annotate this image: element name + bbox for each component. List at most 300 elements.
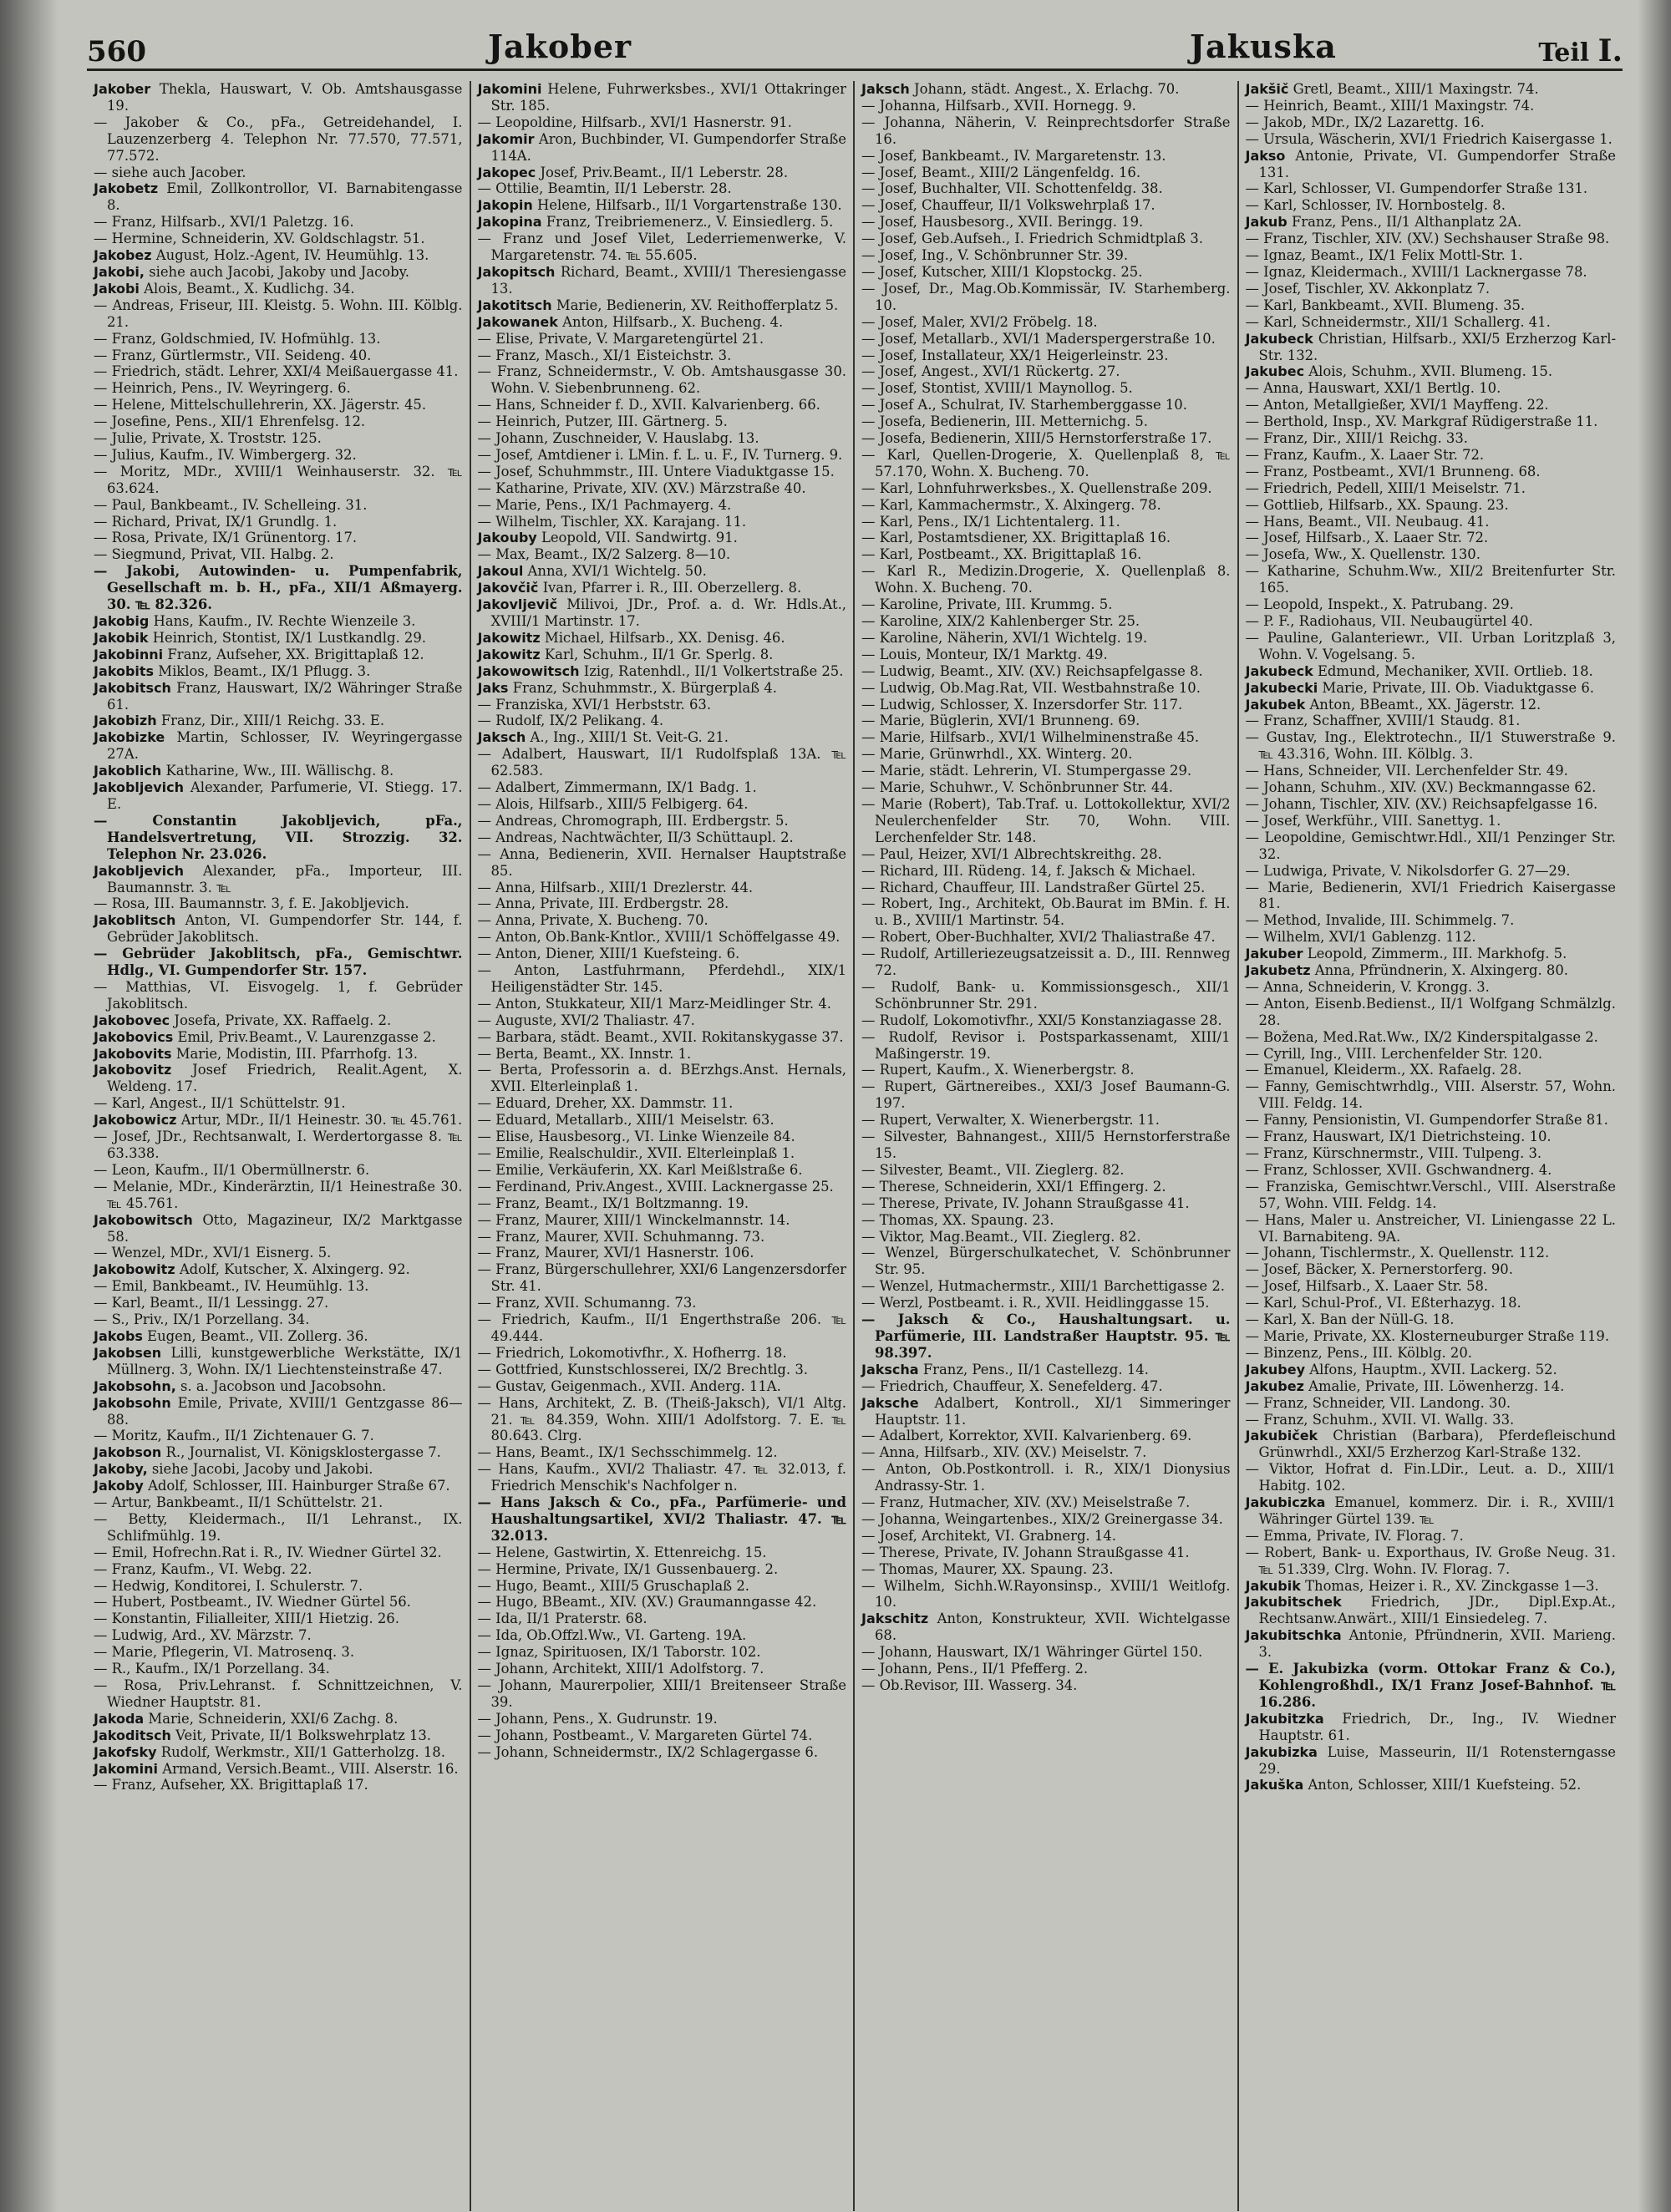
directory-entry: [1246, 363, 1617, 380]
directory-entry: [1246, 979, 1617, 996]
entry-text: — Thomas, XX. Spaung. 23.: [861, 1211, 1054, 1228]
directory-entry: [861, 929, 1231, 946]
entry-surname: Jakubiczka: [1245, 1494, 1326, 1511]
directory-entry: [861, 1112, 1231, 1129]
directory-entry: [1246, 297, 1617, 314]
directory-entry: [94, 680, 463, 713]
entry-text: Johann, städt. Angest., X. Erlachg. 70.: [914, 81, 1180, 97]
entry-text: — Ignaz, Spirituosen, IX/1 Taborstr. 102.: [477, 1644, 761, 1661]
entry-text: — Betty, Kleidermach., II/1 Lehranst., IX. Schlifmühlg. 19.: [94, 1510, 463, 1544]
directory-entry: [94, 1328, 463, 1345]
part-number: I.: [1597, 33, 1623, 68]
entry-text: — Anna, Private, III. Erdbergstr. 28.: [477, 895, 729, 912]
entry-surname: Jakoblitsch: [94, 912, 176, 929]
directory-entry: [478, 497, 847, 514]
directory-entry: [1246, 314, 1617, 331]
directory-entry: [478, 430, 847, 447]
directory-entry: [478, 1145, 847, 1162]
entry-text: — Hubert, Postbeamt., IV. Wiedner Gürtel 56.: [94, 1594, 411, 1611]
entry-text: — Therese, Private, IV. Johann Straußgasse 41.: [861, 1544, 1190, 1560]
entry-text: — Karl, Postbeamt., XX. Brigittaplaß 16.: [861, 546, 1142, 563]
entry-text: — Werzl, Postbeamt. i. R., XVII. Heidlinggasse 15.: [861, 1295, 1210, 1311]
entry-text: — Josef A., Schulrat, IV. Starhemberggasse 10.: [861, 397, 1187, 413]
directory-entry: [861, 247, 1231, 264]
entry-text: — Rudolf, Bank- u. Kommissionsgesch., XII/1 Schönbrunner Str. 291.: [861, 978, 1231, 1012]
directory-entry: [94, 1311, 463, 1328]
directory-entry: [1246, 546, 1617, 563]
entry-text: Thomas, Heizer i. R., XV. Zinckgasse 1—3.: [1305, 1577, 1599, 1594]
entry-surname: Jakubitzka: [1245, 1710, 1324, 1727]
directory-entry: [94, 1112, 463, 1129]
entry-text: Rudolf, Werkmstr., XII/1 Gatterholzg. 18.: [160, 1743, 445, 1760]
entry-text: Heinrich, Stontist, IX/1 Lustkandlg. 29.: [152, 629, 426, 646]
directory-entry: [861, 1195, 1231, 1212]
directory-entry: [478, 1179, 847, 1195]
directory-entry: [94, 1261, 463, 1278]
entry-text: — Marie, Schuhwr., V. Schönbrunner Str. 44.: [861, 779, 1173, 796]
entry-text: Leopold, Zimmerm., III. Markhofg. 5.: [1307, 946, 1567, 962]
directory-entry: [861, 264, 1231, 281]
directory-entry: [478, 131, 847, 165]
entry-text: — Viktor, Mag.Beamt., VII. Zieglerg. 82.: [861, 1228, 1141, 1245]
directory-entry: [94, 1029, 463, 1046]
entry-text: — Hermine, Schneiderin, XV. Goldschlagstr. 51.: [94, 231, 425, 247]
directory-entry: [94, 1012, 463, 1029]
entry-surname: Jakobs: [94, 1327, 143, 1344]
directory-entry: [1246, 1311, 1617, 1328]
directory-entry: [94, 1046, 463, 1063]
entry-text: — Eduard, Dreher, XX. Dammstr. 11.: [477, 1095, 734, 1112]
directory-entry: [1246, 131, 1617, 148]
entry-text: August, Holz.-Agent, IV. Heumühlg. 13.: [155, 247, 429, 264]
directory-entry: [478, 546, 847, 563]
entry-text: siehe auch Jacobi, Jakoby und Jacoby.: [149, 263, 409, 280]
directory-entry: [94, 1494, 463, 1511]
directory-entry: [1246, 1162, 1617, 1179]
directory-entry: [94, 1179, 463, 1212]
directory-entry: [478, 514, 847, 530]
directory-entry: [1246, 962, 1617, 979]
directory-entry: [1246, 813, 1617, 830]
directory-entry: [861, 1278, 1231, 1295]
entry-text: Milivoi, JDr., Prof. a. d. Wr. Hdls.At., XVIII/1 Martinstr. 17.: [490, 596, 846, 629]
entry-text: — Franziska, XVI/1 Herbststr. 63.: [477, 696, 712, 713]
entry-text: — Franz, Masch., XI/1 Eisteichstr. 3.: [477, 347, 732, 363]
directory-entry: [94, 763, 463, 779]
directory-entry: [861, 413, 1231, 430]
directory-entry: [861, 1511, 1231, 1528]
directory-entry: [94, 1777, 463, 1793]
directory-entry: [1246, 1029, 1617, 1046]
directory-entry: [94, 1578, 463, 1595]
directory-entry: [861, 1179, 1231, 1195]
entry-text: — Josef, Chauffeur, II/1 Volkswehrplaß 17.: [861, 197, 1155, 214]
directory-entry: [478, 1711, 847, 1727]
entry-text: Otto, Magazineur, IX/2 Marktgasse 58.: [107, 1211, 463, 1245]
directory-entry: [1246, 1261, 1617, 1278]
directory-entry: [478, 1378, 847, 1395]
directory-entry: [94, 912, 463, 946]
entry-surname: Jakobowicz: [94, 1112, 177, 1129]
entry-text: — Alois, Hilfsarb., XIII/5 Felbigerg. 64.: [477, 795, 749, 812]
entry-text: Christian (Barbara), Pferdefleischund Grünwrhdl., XXI/5 Erzherzog Karl-Straße 132.: [1258, 1428, 1616, 1461]
entry-text: — Johann, Tischlermstr., X. Quellenstr. 112.: [1245, 1245, 1550, 1261]
directory-entry: [478, 1195, 847, 1212]
directory-entry: [861, 1677, 1231, 1694]
directory-entry: [1246, 281, 1617, 297]
entry-text: — Franz, Tischler, XIV. (XV.) Sechshauser Straße 98.: [1245, 231, 1610, 247]
directory-entry: [478, 1362, 847, 1378]
entry-text: — Rudolf, Revisor i. Postsparkassenamt, XIII/1 Maßingerstr. 19.: [861, 1028, 1231, 1062]
entry-text: — Karl, Angest., II/1 Schüttelstr. 91.: [94, 1095, 346, 1112]
entry-text: — Rosa, III. Baumannstr. 3, f. E. Jakobljevich.: [94, 895, 409, 912]
directory-entry: [1246, 1777, 1617, 1793]
directory-entry: [94, 663, 463, 680]
entry-surname: Jakovljevič: [477, 596, 558, 613]
entry-text: Friedrich, JDr., Dipl.Exp.At., Rechtsanw.Anwärt., XIII/1 Einsiedeleg. 7.: [1258, 1594, 1616, 1627]
entry-text: — Franz, Hauswart, IX/1 Dietrichsteing. 10.: [1245, 1129, 1552, 1145]
entry-surname: Jakubitschka: [1245, 1627, 1342, 1644]
entry-surname: Jakobik: [94, 629, 149, 646]
directory-entry: [1246, 413, 1617, 430]
entry-surname: Jakouby: [477, 530, 537, 546]
directory-entry: [861, 647, 1231, 663]
entry-surname: Jakubiček: [1245, 1428, 1318, 1444]
directory-entry: [94, 1162, 463, 1179]
entry-text: — Hugo, BBeamt., XIV. (XV.) Graumanngasse 42.: [477, 1594, 817, 1611]
entry-text: — Rosa, Private, IX/1 Grünentorg. 17.: [94, 530, 358, 546]
entry-text: Michael, Hilfsarb., XX. Denisg. 46.: [544, 629, 785, 646]
entry-text: — Friedrich, Pedell, XIII/1 Meiselstr. 71.: [1245, 479, 1526, 496]
directory-entry: [1246, 1627, 1617, 1661]
directory-entry: [1246, 1528, 1617, 1545]
entry-text: — E. Jakubizka (vorm. Ottokar Franz & Co.), Kohlengroßhdl., IX/1 Franz Josef-Bahnhof. ℡ 16.286.: [1245, 1661, 1616, 1710]
directory-entry: [1246, 729, 1617, 763]
entry-surname: Jakobsen: [94, 1344, 162, 1361]
entry-text: — Franz, Postbeamt., XVI/1 Brunneng. 68.: [1245, 463, 1541, 479]
entry-text: — Franz, Goldschmied, IV. Hofmühlg. 13.: [94, 330, 381, 347]
entry-surname: Jakowowitsch: [477, 662, 580, 679]
entry-text: — Anna, Schneiderin, V. Krongg. 3.: [1245, 978, 1490, 995]
directory-entry: [1246, 148, 1617, 181]
directory-entry: [1246, 1062, 1617, 1078]
directory-entry: [861, 348, 1231, 364]
entry-text: Leopold, VII. Sandwirtg. 91.: [541, 530, 738, 546]
entry-text: — Emil, Bankbeamt., IV. Heumühlg. 13.: [94, 1278, 369, 1295]
directory-entry: [861, 563, 1231, 596]
entry-text: — Josef, Metallarb., XVI/1 Maderspergerstraße 10.: [861, 330, 1216, 347]
directory-entry: [94, 647, 463, 663]
entry-text: — Josef, Beamt., XIII/2 Längenfeldg. 16.: [861, 164, 1141, 180]
entry-text: — Hans Jaksch & Co., pFa., Parfümerie- und Haushaltungsartikel, XVI/2 Thaliastr. 47. ℡ 32.013.: [477, 1494, 846, 1544]
entry-text: — Friedrich, städt. Lehrer, XXI/4 Meißauergasse 41.: [94, 363, 459, 380]
entry-text: Emil, Zollkontrollor, VI. Barnabitengasse 8.: [107, 180, 463, 214]
directory-entry: [94, 1727, 463, 1744]
directory-entry: [478, 1444, 847, 1461]
entry-text: Franz, Dir., XIII/1 Reichg. 33. E.: [160, 713, 385, 729]
entry-text: Anton, BBeamt., XX. Jägerstr. 12.: [1309, 696, 1541, 713]
directory-entry: [94, 530, 463, 546]
entry-text: — Gustav, Ing., Elektrotechn., II/1 Stuwerstraße 9. ℡ 43.316, Wohn. III. Kölblg. 3.: [1245, 729, 1616, 763]
entry-text: Antonie, Private, VI. Gumpendorfer Straße 131.: [1258, 147, 1616, 180]
entry-text: — Robert, Bank- u. Exporthaus, IV. Große Neug. 31. ℡ 51.339, Clrg. Wohn. IV. Florag. 7.: [1245, 1544, 1616, 1577]
directory-entry: [94, 81, 463, 114]
entry-text: Emile, Private, XVIII/1 Gentzgasse 86—88.: [107, 1394, 463, 1428]
entry-text: — Jakobi, Autowinden- u. Pumpenfabrik, Gesellschaft m. b. H., pFa., XII/1 Aßmayerg. 30. ℡ 82.326.: [94, 563, 463, 613]
directory-entry: [861, 1245, 1231, 1278]
entry-text: Amalie, Private, III. Löwenherzg. 14.: [1308, 1377, 1565, 1394]
directory-entry: [861, 1528, 1231, 1545]
directory-entry: [861, 1062, 1231, 1078]
entry-text: Alexander, pFa., Importeur, III. Baumannstr. 3. ℡: [107, 862, 463, 895]
entry-text: Emil, Priv.Beamt., V. Laurenzgasse 2.: [177, 1028, 436, 1045]
entry-text: — Karl, Schlosser, IV. Hornbostelg. 8.: [1245, 197, 1506, 214]
entry-text: Adalbert, Kontroll., XI/1 Simmeringer Hauptstr. 11.: [875, 1394, 1231, 1428]
entry-text: — Marie, städt. Lehrerin, VI. Stumpergasse 29.: [861, 763, 1192, 779]
entry-surname: Jakschitz: [861, 1611, 929, 1627]
entry-surname: Jakobits: [94, 662, 155, 679]
directory-entry: [1246, 663, 1617, 680]
directory-entry: [1246, 81, 1617, 98]
directory-entry: [1246, 713, 1617, 729]
entry-text: — Jakob, MDr., IX/2 Lazarettg. 16.: [1245, 114, 1485, 130]
entry-text: Lilli, kunstgewerbliche Werkstätte, IX/1 Müllnerg. 3, Wohn. IX/1 Liechtensteinstraße 47.: [107, 1344, 463, 1377]
directory-entry: [1246, 397, 1617, 413]
directory-entry: [1246, 1078, 1617, 1112]
entry-text: — Rupert, Kaufm., X. Wienerbergstr. 8.: [861, 1062, 1135, 1078]
column-2: [471, 81, 856, 2211]
directory-entry: [94, 1212, 463, 1246]
entry-text: — Artur, Bankbeamt., II/1 Schüttelstr. 21.: [94, 1494, 383, 1511]
directory-entry: [478, 1578, 847, 1595]
entry-text: — Johanna, Hilfsarb., XVII. Hornegg. 9.: [861, 97, 1136, 114]
entry-text: — Karl, Pens., IX/1 Lichtentalerg. 11.: [861, 513, 1120, 530]
directory-entry: [861, 197, 1231, 214]
directory-entry: [478, 846, 847, 880]
entry-surname: Jakobsohn,: [94, 1377, 176, 1394]
entry-text: — Franz, Bürgerschullehrer, XXI/6 Langenzersdorfer Str. 41.: [477, 1261, 846, 1295]
entry-text: — Heinrich, Beamt., XIII/1 Maxingstr. 74.: [1245, 97, 1535, 114]
directory-entry: [1246, 530, 1617, 546]
entry-text: Martin, Schlosser, IV. Weyringergasse 27A.: [107, 729, 463, 763]
entry-text: — Josef, Kutscher, XIII/1 Klopstockg. 25.: [861, 263, 1143, 280]
entry-text: — Anton, Eisenb.Bedienst., II/1 Wolfgang Schmälzlg. 28.: [1245, 995, 1616, 1028]
entry-surname: Jakobi,: [94, 263, 145, 280]
entry-surname: Jaksch: [861, 81, 910, 97]
directory-entry: [861, 946, 1231, 979]
directory-entry: [94, 1444, 463, 1461]
entry-surname: Jakobowitsch: [94, 1211, 193, 1228]
entry-text: siehe Jacobi, Jacoby und Jakobi.: [151, 1461, 373, 1478]
directory-entry: [478, 1245, 847, 1261]
entry-surname: Jakobetz: [94, 180, 159, 197]
entry-surname: Jakobovec: [94, 1012, 170, 1028]
entry-text: R., Journalist, VI. Königsklostergasse 7.: [165, 1444, 441, 1461]
directory-entry: [1246, 180, 1617, 197]
entry-text: Anton, Konstrukteur, XVII. Wichtelgasse 68.: [875, 1611, 1231, 1644]
directory-entry: [94, 231, 463, 247]
entry-text: — Gottlieb, Hilfsarb., XX. Spaung. 23.: [1245, 496, 1509, 513]
directory-entry: [1246, 1545, 1617, 1578]
entry-text: — Paul, Heizer, XVI/1 Albrechtskreithg. 28.: [861, 845, 1162, 862]
directory-entry: [861, 148, 1231, 165]
directory-entry: [94, 114, 463, 165]
entry-text: — Ursula, Wäscherin, XVI/1 Friedrich Kaisergasse 1.: [1245, 130, 1613, 147]
entry-text: — Karl, X. Ban der Nüll-G. 18.: [1245, 1311, 1455, 1328]
entry-text: — Emma, Private, IV. Florag. 7.: [1245, 1527, 1464, 1544]
entry-surname: Jakopina: [477, 214, 542, 231]
entry-surname: Jakobinni: [94, 646, 164, 662]
directory-entry: [478, 830, 847, 846]
directory-entry: [94, 1395, 463, 1428]
entry-text: — Leon, Kaufm., II/1 Obermüllnerstr. 6.: [94, 1161, 370, 1178]
directory-entry: [1246, 912, 1617, 929]
entry-text: — Moritz, MDr., XVIII/1 Weinhauserstr. 32. ℡ 63.624.: [94, 463, 463, 496]
entry-text: — Hugo, Beamt., XIII/5 Gruschaplaß 2.: [477, 1577, 749, 1594]
entry-text: — Anna, Hauswart, XXI/1 Bertlg. 10.: [1245, 380, 1501, 397]
entry-text: — siehe auch Jacober.: [94, 164, 246, 180]
entry-surname: Jakobovits: [94, 1045, 172, 1062]
entry-text: — Franz, Maurer, XVII. Schuhmanng. 73.: [477, 1228, 765, 1245]
directory-entry: [94, 165, 463, 181]
directory-entry: [478, 1395, 847, 1445]
entry-text: — Karl, Beamt., II/1 Lessingg. 27.: [94, 1295, 329, 1311]
entry-text: — Hermine, Private, IX/1 Gussenbauerg. 2.: [477, 1560, 779, 1577]
directory-entry: [1246, 830, 1617, 863]
directory-entry: [94, 613, 463, 630]
entry-surname: Jakobitsch: [94, 679, 171, 696]
entry-surname: Jakoda: [94, 1710, 145, 1727]
entry-text: — Franz, Schlosser, XVII. Gschwandnerg. 4.: [1245, 1161, 1552, 1178]
directory-entry: [94, 447, 463, 464]
entry-text: Alois, Schuhm., XVII. Blumeng. 15.: [1308, 363, 1553, 380]
directory-entry: [861, 1378, 1231, 1395]
entry-text: — Gebrüder Jakoblitsch, pFa., Gemischtwr. Hdlg., VI. Gumpendorfer Str. 157.: [94, 946, 463, 979]
entry-text: — Ida, Ob.Offzl.Ww., VI. Garteng. 19A.: [477, 1627, 747, 1644]
entry-text: — Viktor, Hofrat d. Fin.LDir., Leut. a. D., XIII/1 Habitg. 102.: [1245, 1461, 1616, 1494]
entry-text: — Johann, Postbeamt., V. Margareten Gürtel 74.: [477, 1727, 813, 1743]
directory-entry: [1246, 1295, 1617, 1311]
directory-entry: [478, 314, 847, 331]
entry-text: — Hans, Schneider f. D., XVII. Kalvarienberg. 66.: [477, 397, 820, 413]
directory-entry: [478, 1345, 847, 1362]
directory-entry: [478, 746, 847, 779]
entry-text: — Hans, Kaufm., XVI/2 Thaliastr. 47. ℡ 32.013, f. Friedrich Menschik's Nachfolger n.: [477, 1461, 846, 1494]
directory-entry: [861, 979, 1231, 1012]
directory-entry: [478, 81, 847, 114]
entry-surname: Jakoditsch: [94, 1727, 171, 1743]
entry-text: Anna, Pfründnerin, X. Alxingerg. 80.: [1314, 962, 1568, 979]
directory-entry: [478, 880, 847, 896]
entry-surname: Jakobi: [94, 280, 140, 297]
entry-text: Antonie, Pfründnerin, XVII. Marieng. 3.: [1258, 1627, 1616, 1661]
directory-entry: [861, 447, 1231, 480]
directory-entry: [861, 331, 1231, 348]
entry-text: — Johann, Architekt, XIII/1 Adolfstorg. 7.: [477, 1661, 764, 1677]
directory-entry: [478, 580, 847, 596]
entry-text: — Barbara, städt. Beamt., XVII. Rokitanskygasse 37.: [477, 1028, 844, 1045]
entry-text: Franz, Hauswart, IX/2 Währinger Straße 61.: [107, 679, 463, 713]
entry-text: Anna, XVI/1 Wichtelg. 50.: [527, 563, 707, 580]
directory-entry: [1246, 1345, 1617, 1362]
directory-entry: [478, 680, 847, 697]
directory-entry: [94, 946, 463, 979]
entry-text: Friedrich, Dr., Ing., IV. Wiedner Hauptstr. 61.: [1258, 1710, 1616, 1743]
entry-text: — Josef, Installateur, XX/1 Heigerleinstr. 23.: [861, 347, 1169, 363]
directory-entry: [1246, 380, 1617, 397]
entry-text: Alois, Beamt., X. Kudlichg. 34.: [144, 280, 355, 297]
directory-entry: [478, 1261, 847, 1295]
directory-entry: [94, 1129, 463, 1162]
entry-text: — Friedrich, Chauffeur, X. Senefelderg. 47.: [861, 1377, 1163, 1394]
entry-text: — Anna, Hilfsarb., XIII/1 Drezlerstr. 44.: [477, 879, 754, 895]
entry-text: — Max, Beamt., IX/2 Salzerg. 8—10.: [477, 546, 731, 563]
directory-entry: [94, 1677, 463, 1711]
entry-text: — Ludwig, Ard., XV. Märzstr. 7.: [94, 1627, 312, 1644]
directory-entry: [478, 348, 847, 364]
entry-text: — Josef, Schuhmmstr., III. Untere Viaduktgasse 15.: [477, 463, 835, 479]
entry-text: — Berta, Professorin a. d. BErzhgs.Anst. Hernals, XVII. Elterleinplaß 1.: [477, 1062, 846, 1095]
directory-entry: [861, 1644, 1231, 1661]
entry-text: — Franz, Schuhm., XVII. VI. Wallg. 33.: [1245, 1411, 1515, 1428]
directory-entry: [478, 796, 847, 813]
entry-text: — Johann, Pens., II/1 Pfefferg. 2.: [861, 1661, 1089, 1677]
directory-entry: [861, 1295, 1231, 1311]
directory-entry: [94, 348, 463, 364]
directory-entry: [478, 563, 847, 580]
entry-text: — Karl, Schneidermstr., XII/1 Schallerg. 41.: [1245, 313, 1551, 330]
entry-text: Marie, Schneiderin, XXI/6 Zachg. 8.: [148, 1710, 399, 1727]
directory-entry: [861, 779, 1231, 796]
directory-entry: [94, 413, 463, 430]
entry-surname: Jakomir: [477, 130, 535, 147]
entry-text: — Heinrich, Pens., IV. Weyringerg. 6.: [94, 380, 351, 397]
entry-surname: Jakubetz: [1245, 962, 1311, 979]
directory-entry: [478, 697, 847, 713]
part-label-text: Teil: [1538, 38, 1590, 68]
directory-entry: [1246, 1711, 1617, 1744]
entry-text: — Adalbert, Hauswart, II/1 Rudolfsplaß 13A. ℡ 62.583.: [477, 746, 846, 779]
directory-entry: [478, 1095, 847, 1112]
directory-entry: [861, 713, 1231, 729]
directory-entry: [94, 1545, 463, 1561]
directory-entry: [1246, 1212, 1617, 1246]
directory-entry: [94, 546, 463, 563]
entry-text: Josefa, Private, XX. Raffaelg. 2.: [174, 1012, 392, 1028]
entry-text: — Heinrich, Putzer, III. Gärtnerg. 5.: [477, 413, 728, 430]
directory-entry: [478, 1229, 847, 1246]
entry-text: Marie, Bedienerin, XV. Reithofferplatz 5.: [556, 297, 839, 313]
entry-text: — Josef, Werkführ., VIII. Sanettyg. 1.: [1245, 812, 1501, 829]
entry-text: — Josef, Angest., XVI/1 Rückertg. 27.: [861, 363, 1120, 380]
entry-surname: Jakobovics: [94, 1028, 174, 1045]
entry-text: — Josef, Hilfsarb., X. Laaer Str. 72.: [1245, 530, 1489, 546]
directory-entry: [861, 1311, 1231, 1362]
directory-entry: [1246, 1412, 1617, 1428]
entry-text: — Marie, Pflegerin, VI. Matrosenq. 3.: [94, 1644, 355, 1661]
entry-text: A., Ing., XIII/1 St. Veit-G. 21.: [530, 729, 729, 746]
directory-entry: [861, 846, 1231, 863]
entry-text: — Adalbert, Zimmermann, IX/1 Badg. 1.: [477, 779, 757, 796]
entry-surname: Jakobsohn: [94, 1394, 171, 1411]
directory-entry: [861, 895, 1231, 929]
directory-entry: [94, 1378, 463, 1395]
entry-surname: Jakobljevich: [94, 779, 185, 796]
entry-text: Luise, Masseurin, II/1 Rotensterngasse 29.: [1258, 1743, 1616, 1777]
directory-entry: [1246, 1594, 1617, 1627]
entry-text: — Elise, Hausbesorg., VI. Linke Wienzeile 84.: [477, 1129, 795, 1145]
entry-surname: Jakobez: [94, 247, 152, 264]
